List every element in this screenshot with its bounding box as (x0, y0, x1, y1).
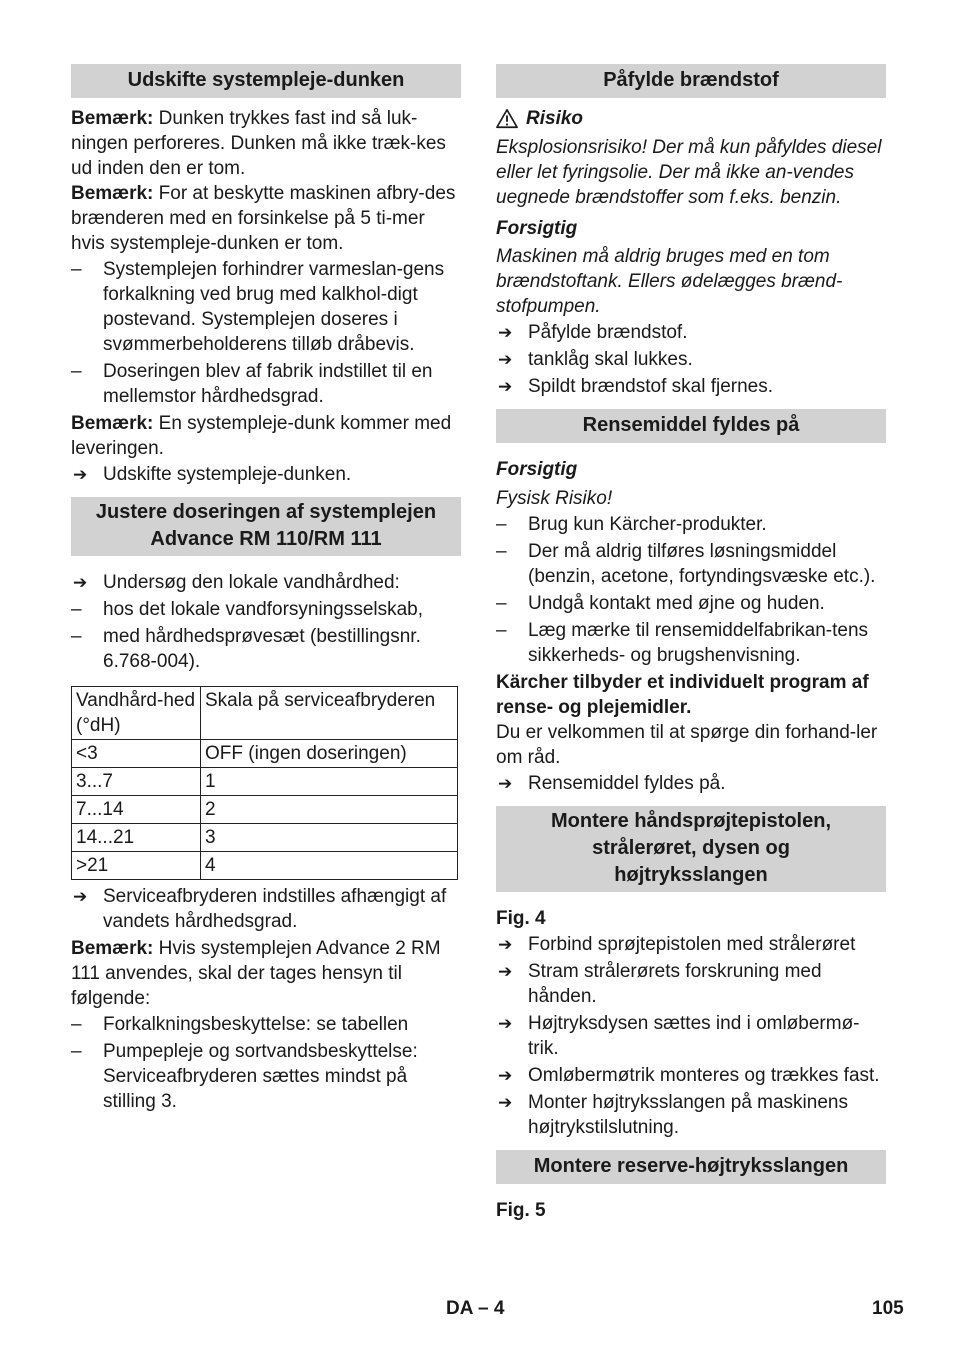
instruction-step: ➔ Spildt brændstof skal fjernes. (498, 376, 774, 397)
arrow-right-icon: ➔ (498, 377, 513, 396)
program-note: Kärcher tilbyder et individuelt program af rense- og plejemidler. (496, 672, 869, 718)
list-item: – Pumpepleje og sortvandsbeskyttelse: Serviceafbryderen sættes mindst på stilling 3. (71, 1041, 418, 1112)
dash-bullet: – (71, 361, 82, 382)
heading-replace-canister: Udskifte systempleje-dunken (71, 64, 461, 98)
arrow-right-icon: ➔ (73, 465, 88, 484)
left-column (71, 64, 461, 1116)
heading-detergent: Rensemiddel fyldes på (496, 409, 886, 443)
caution-text: Maskinen må aldrig bruges med en tom brændstoftank. Ellers ødelægges brænd-stofpumpen. (496, 246, 843, 317)
dealer-note: Du er velkommen til at spørge din forhand-ler om råd. (496, 722, 878, 768)
table-row: >21 4 (72, 852, 458, 880)
instruction-step: ➔ Monter højtryksslangen på maskinens højtrykstilslutning. (498, 1092, 848, 1138)
table-row: 7...14 2 (72, 796, 458, 824)
note-4: Bemærk: Hvis systemplejen Advance 2 RM 111 anvendes, skal der tages hensyn til følgende: (71, 938, 441, 1009)
warning-triangle-icon (496, 108, 518, 130)
page-number: 105 (872, 1298, 904, 1319)
list-item: – Doseringen blev af fabrik indstillet til en mellemstor hårdhedsgrad. (71, 361, 433, 407)
arrow-right-icon: ➔ (498, 1014, 513, 1033)
instruction-step: ➔ Stram strålerørets forskruning med hånden. (498, 961, 822, 1007)
arrow-right-icon: ➔ (498, 774, 513, 793)
list-item: – Systemplejen forhindrer varmeslan-gens forkalkning ved brug med kalkhol-digt postevand. Systemplejen doseres i svømmerbeholderens tilløb dråbevis. (71, 259, 445, 355)
arrow-right-icon: ➔ (498, 962, 513, 981)
caution-heading: Forsigtig (496, 459, 578, 480)
right-column (496, 64, 886, 1223)
water-hardness-table (71, 686, 458, 880)
instruction-step: ➔ Undersøg den lokale vandhårdhed: (73, 572, 400, 593)
dash-bullet: – (71, 1014, 82, 1035)
arrow-right-icon: ➔ (73, 887, 88, 906)
figure-ref: Fig. 5 (496, 1200, 546, 1221)
caution-text: Fysisk Risiko! (496, 488, 613, 509)
arrow-right-icon: ➔ (498, 1066, 513, 1085)
dash-bullet: – (71, 259, 82, 280)
list-item: – Læg mærke til rensemiddelfabrikan-tens sikkerheds- og brugshenvisning. (496, 620, 869, 666)
heading-adjust-dosing: Justere doseringen af systemplejen Advance RM 110/RM 111 (71, 497, 461, 556)
dash-bullet: – (71, 599, 82, 620)
table-row: <3 OFF (ingen doseringen) (72, 740, 458, 768)
arrow-right-icon: ➔ (73, 573, 88, 592)
arrow-right-icon: ➔ (498, 323, 513, 342)
note-1: Bemærk: Dunken trykkes fast ind så luk-ningen perforeres. Dunken må ikke træk-kes ud inden den er tom. (71, 108, 446, 179)
table-row: 14...21 3 (72, 824, 458, 852)
figure-ref: Fig. 4 (496, 908, 546, 929)
note-2: Bemærk: For at beskytte maskinen afbry-des brænderen med en forsinkelse på 5 ti-mer hvis systempleje-dunken er tom. (71, 183, 456, 254)
dash-bullet: – (71, 1041, 82, 1062)
instruction-step: ➔ tanklåg skal lukkes. (498, 349, 693, 370)
heading-mount-gun: Montere håndsprøjtepistolen, strålerøret, dysen og højtryksslangen (496, 806, 886, 892)
instruction-step: ➔ Serviceafbryderen indstilles afhængigt af vandets hårdhedsgrad. (73, 886, 447, 932)
instruction-step: ➔ Rensemiddel fyldes på. (498, 773, 726, 794)
caution-heading: Forsigtig (496, 218, 578, 239)
list-item: – Forkalkningsbeskyttelse: se tabellen (71, 1014, 409, 1035)
dash-bullet: – (496, 541, 507, 562)
risk-text: Eksplosionsrisiko! Der må kun påfyldes diesel eller let fyringsolie. Der må ikke an-vendes uegnede brændstoffer som f.eks. benzin. (496, 137, 882, 208)
table-row: 3...7 1 (72, 768, 458, 796)
instruction-step: ➔ Omløbermøtrik monteres og trækkes fast. (498, 1065, 880, 1086)
list-item: – Undgå kontakt med øjne og huden. (496, 593, 825, 614)
list-item: – hos det lokale vandforsyningsselskab, (71, 599, 424, 620)
list-item: – Der må aldrig tilføres løsningsmiddel (benzin, acetone, fortyndingsvæske etc.). (496, 541, 876, 587)
dash-bullet: – (496, 593, 507, 614)
arrow-right-icon: ➔ (498, 935, 513, 954)
section-label: DA – 4 (446, 1298, 505, 1319)
dash-bullet: – (71, 626, 82, 647)
dash-bullet: – (496, 620, 507, 641)
instruction-step: ➔ Forbind sprøjtepistolen med strålerøret (498, 934, 856, 955)
note-3: Bemærk: En systempleje-dunk kommer med leveringen. (71, 413, 452, 459)
arrow-right-icon: ➔ (498, 1093, 513, 1112)
heading-fill-fuel: Påfylde brændstof (496, 64, 886, 98)
arrow-right-icon: ➔ (498, 350, 513, 369)
dash-bullet: – (496, 514, 507, 535)
heading-spare-hose: Montere reserve-højtryksslangen (496, 1150, 886, 1184)
instruction-step: ➔ Højtryksdysen sættes ind i omløbermø-trik. (498, 1013, 860, 1059)
table-header-row: Vandhård-hed (°dH) Skala på serviceafbryderen (72, 687, 458, 740)
instruction-step: ➔ Påfylde brændstof. (498, 322, 688, 343)
instruction-step: ➔ Udskifte systempleje-dunken. (73, 464, 352, 485)
list-item: – Brug kun Kärcher-produkter. (496, 514, 767, 535)
risk-heading: Risiko (496, 106, 886, 131)
list-item: – med hårdhedsprøvesæt (bestillingsnr. 6.768-004). (71, 626, 421, 672)
